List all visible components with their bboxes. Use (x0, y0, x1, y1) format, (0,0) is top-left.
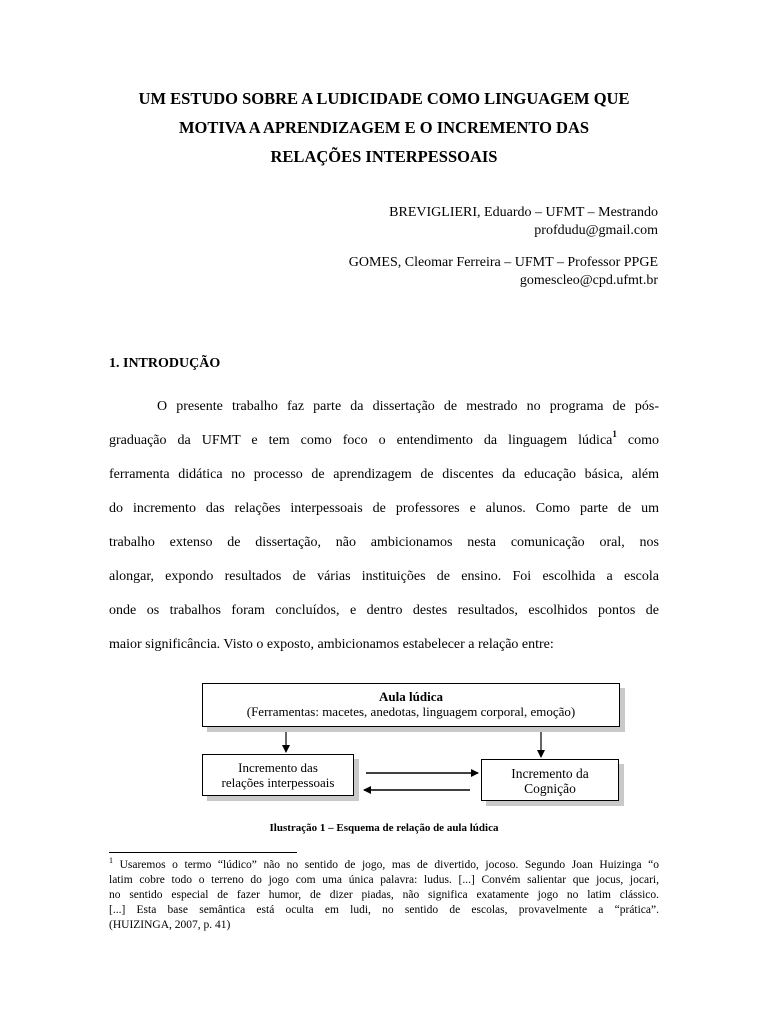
author-1 (158, 204, 658, 240)
footnote-line: (HUIZINGA, 2007, p. 41) (109, 919, 231, 931)
section-heading: 1. INTRODUÇÃO (109, 356, 221, 371)
author-2-affiliation: GOMES, Cleomar Ferreira – UFMT – Professor PPGE (348, 255, 658, 270)
paragraph-line (109, 430, 659, 464)
box-relacoes-interpessoais (202, 754, 354, 796)
title-line-1: UM ESTUDO SOBRE A LUDICIDADE COMO LINGUAGEM QUE (138, 89, 630, 108)
footnote-text: Usaremos o termo “lúdico” não no sentido de jogo, mas de divertido, jocoso. Segundo Joan Huizinga “o (119, 859, 659, 871)
paragraph-text: graduação da UFMT e tem como foco o entendimento da linguagem lúdica (109, 433, 613, 448)
footnote-separator (109, 852, 297, 853)
footnote-line: [...] Esta base semântica está oculta em ludi, no sentido de escolas, provavelmente a “prática”. (109, 904, 659, 916)
footnote-number: 1 (109, 856, 113, 865)
paragraph-line: ferramenta didática no processo de aprendizagem de discentes da educação básica, além (109, 467, 659, 482)
intro-paragraph (109, 396, 659, 668)
paragraph-text: como (627, 433, 660, 448)
paragraph-line: trabalho extenso de dissertação, não ambicionamos nesta comunicação oral, nos (109, 535, 659, 550)
box-aula-ludica-subtitle: (Ferramentas: macetes, anedotas, linguagem corporal, emoção) (246, 704, 576, 719)
paper-title (100, 84, 668, 171)
paragraph-line: O presente trabalho faz parte da dissertação de mestrado no programa de pós- (157, 399, 659, 414)
author-1-email: profdudu@gmail.com (534, 223, 658, 238)
paragraph-line: maior significância. Visto o exposto, ambicionamos estabelecer a relação entre: (109, 637, 554, 652)
footnote-reference: 1 (612, 429, 617, 439)
author-1-affiliation: BREVIGLIERI, Eduardo – UFMT – Mestrando (389, 205, 658, 220)
author-2-email: gomescleo@cpd.ufmt.br (519, 273, 658, 288)
title-line-3: RELAÇÕES INTERPESSOAIS (270, 147, 498, 166)
footnote-line: latim cobre todo o terreno do jogo com uma única palavra: ludus. [...] Convém salientar que jocus, jocari, (109, 874, 659, 886)
paragraph-line: onde os trabalhos foram concluídos, e dentro destes resultados, escolhidos pontos de (109, 603, 659, 618)
footnote (109, 858, 659, 933)
footnote-line (109, 858, 659, 873)
box-right-line-1: Incremento da (511, 766, 589, 781)
footnote-line: no sentido especial de fazer humor, de dizer piadas, não significa exatamente jogo no latim clássico. (109, 889, 659, 901)
box-left-line-1: Incremento das (238, 760, 318, 775)
figure-caption: Ilustração 1 – Esquema de relação de aula lúdica (269, 822, 499, 834)
paragraph-line: alongar, expondo resultados de várias instituições de ensino. Foi escolhida a escola (109, 569, 659, 584)
box-left-line-2: relações interpessoais (221, 775, 335, 790)
paragraph-line: do incremento das relações interpessoais de professores e alunos. Como parte de um (109, 501, 659, 516)
box-cognicao (481, 759, 619, 801)
box-right-line-2: Cognição (524, 781, 576, 796)
box-aula-ludica-title: Aula lúdica (379, 689, 443, 704)
title-line-2: MOTIVA A APRENDIZAGEM E O INCREMENTO DAS (178, 118, 590, 137)
author-2 (158, 254, 658, 290)
box-aula-ludica (202, 683, 620, 727)
